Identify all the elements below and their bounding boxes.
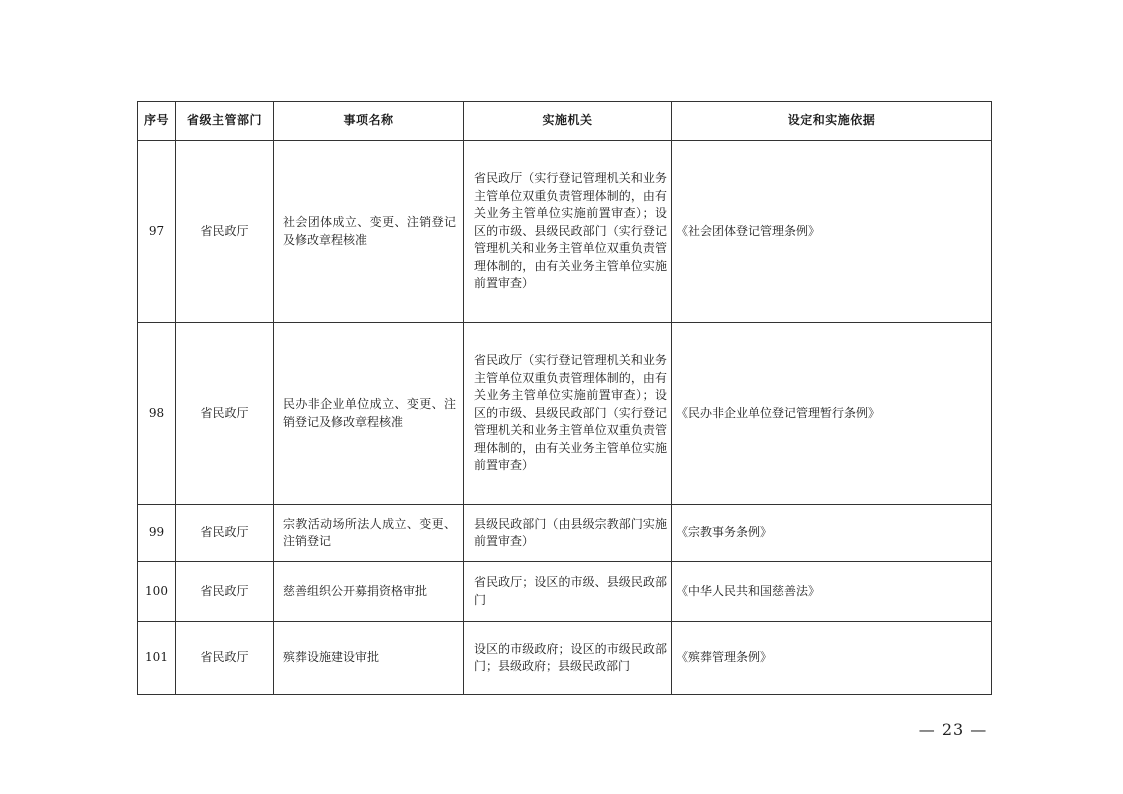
row-item — [274, 323, 464, 505]
row-dept: 省民政厅 — [176, 562, 274, 622]
table-row — [138, 323, 992, 505]
row-basis: 《中华人民共和国慈善法》 — [672, 562, 992, 622]
row-org-text: 省民政厅（实行登记管理机关和业务主管单位双重负责管理体制的，由有关业务主管单位实施前置审查）；设区的市级、县级民政部门（实行登记管理机关和业务主管单位双重负责管理体制的，由有关业务主管单位实施前置审查） — [474, 171, 667, 291]
row-basis: 《社会团体登记管理条例》 — [672, 141, 992, 323]
row-basis: 《宗教事务条例》 — [672, 505, 992, 562]
row-dept: 省民政厅 — [176, 323, 274, 505]
header-basis: 设定和实施依据 — [672, 102, 992, 141]
row-org — [464, 622, 672, 695]
header-index: 序号 — [138, 102, 176, 141]
page-number: — 23 — — [918, 720, 988, 739]
row-index: 99 — [138, 505, 176, 562]
row-dept: 省民政厅 — [176, 141, 274, 323]
row-item — [274, 562, 464, 622]
row-dept: 省民政厅 — [176, 505, 274, 562]
row-item-text: 殡葬设施建设审批 — [283, 650, 380, 665]
row-org — [464, 323, 672, 505]
row-item-text: 慈善组织公开募捐资格审批 — [283, 583, 428, 598]
row-org — [464, 562, 672, 622]
row-item-text: 宗教活动场所法人成立、变更、注销登记 — [283, 516, 456, 548]
header-dept: 省级主管部门 — [176, 102, 274, 141]
row-item — [274, 141, 464, 323]
header-item: 事项名称 — [274, 102, 464, 141]
row-org-text: 省民政厅；设区的市级、县级民政部门 — [474, 575, 667, 607]
table-header-row — [138, 102, 992, 141]
row-org — [464, 505, 672, 562]
row-index: 97 — [138, 141, 176, 323]
table-row — [138, 505, 992, 562]
table-row — [138, 622, 992, 695]
row-index: 101 — [138, 622, 176, 695]
row-item-text: 社会团体成立、变更、注销登记及修改章程核准 — [283, 215, 456, 247]
row-item — [274, 505, 464, 562]
table-row — [138, 562, 992, 622]
header-org: 实施机关 — [464, 102, 672, 141]
row-org-text: 省民政厅（实行登记管理机关和业务主管单位双重负责管理体制的，由有关业务主管单位实施前置审查）；设区的市级、县级民政部门（实行登记管理机关和业务主管单位双重负责管理体制的，由有关业务主管单位实施前置审查） — [474, 353, 667, 473]
row-item — [274, 622, 464, 695]
row-org-text: 设区的市级政府；设区的市级民政部门；县级政府；县级民政部门 — [474, 641, 667, 673]
row-org — [464, 141, 672, 323]
row-basis: 《殡葬管理条例》 — [672, 622, 992, 695]
administrative-items-table — [137, 101, 992, 695]
row-dept: 省民政厅 — [176, 622, 274, 695]
row-index: 100 — [138, 562, 176, 622]
row-basis: 《民办非企业单位登记管理暂行条例》 — [672, 323, 992, 505]
row-item-text: 民办非企业单位成立、变更、注销登记及修改章程核准 — [283, 397, 456, 429]
table-row — [138, 141, 992, 323]
row-org-text: 县级民政部门（由县级宗教部门实施前置审查） — [474, 516, 667, 548]
row-index: 98 — [138, 323, 176, 505]
